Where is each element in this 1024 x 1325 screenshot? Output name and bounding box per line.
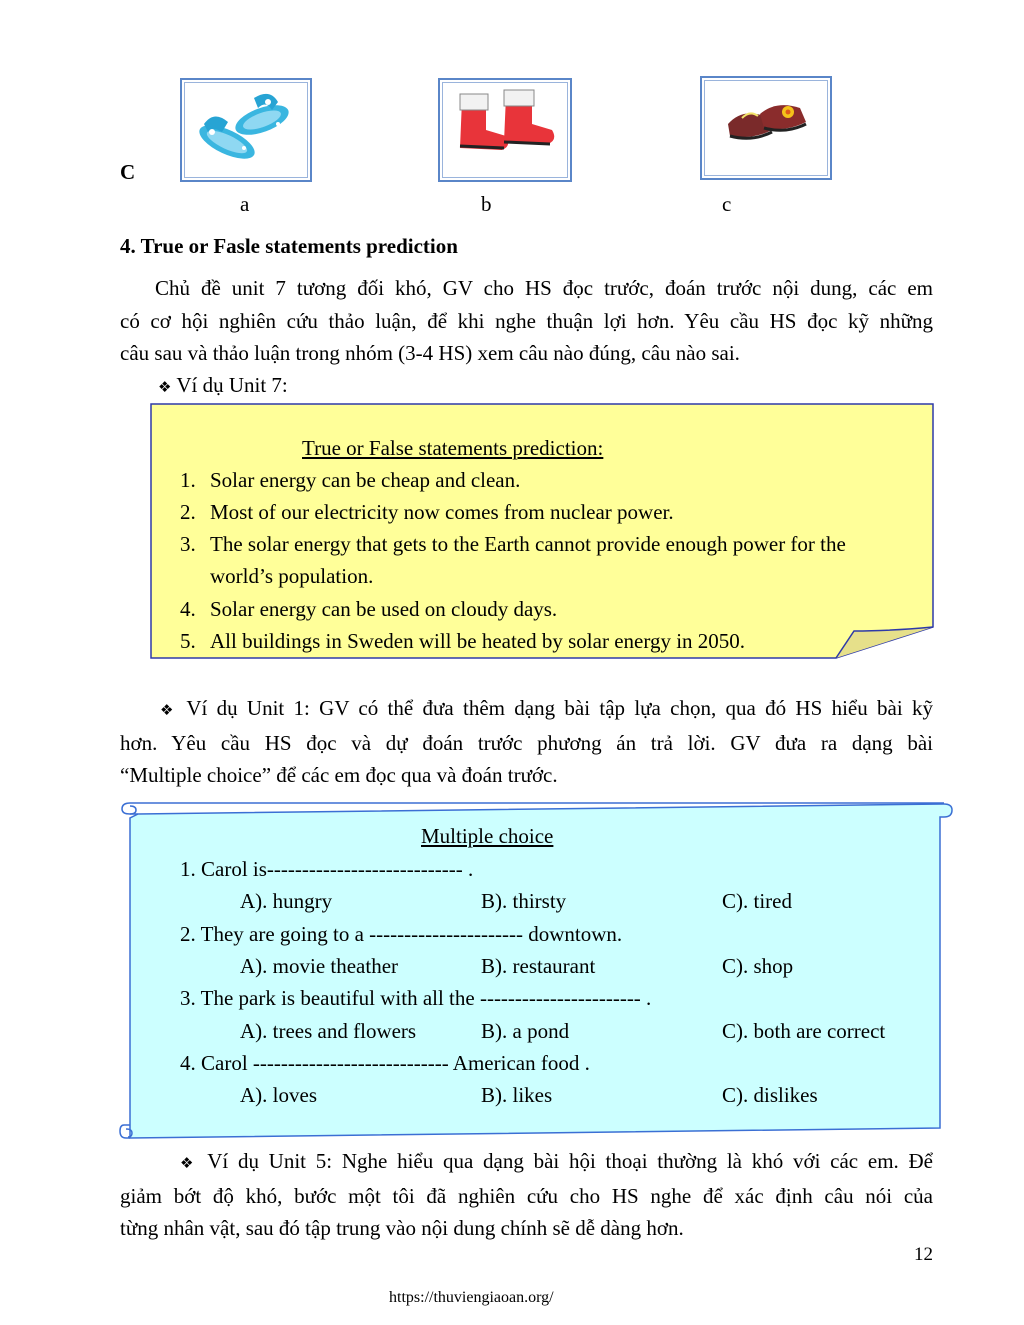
paragraph-line: từng nhân vật, sau đó tập trung vào nội dung chính sẽ dễ dàng hơn. — [120, 1216, 684, 1240]
item-number: 1. — [180, 468, 196, 492]
paragraph-line: có cơ hội nghiên cứu thảo luận, để khi nghe thuận lợi hơn. Yêu cầu HS đọc kỹ những — [120, 308, 933, 333]
sandals-icon — [182, 80, 310, 180]
mc-option-c: C). both are correct — [722, 1019, 886, 1043]
statement-item — [180, 532, 846, 557]
item-number: 5. — [180, 629, 196, 653]
statement-item — [180, 500, 674, 525]
image-sandals — [180, 78, 312, 182]
footer-url[interactable]: https://thuviengiaoan.org/ — [389, 1289, 554, 1306]
statement-item — [180, 468, 520, 493]
mc-option-b: B). likes — [481, 1083, 553, 1107]
section-heading: 4. True or Fasle statements prediction — [120, 234, 458, 258]
image-label-a: a — [240, 192, 250, 216]
mc-question: 4. Carol ---------------------------- American food . — [180, 1051, 590, 1075]
example-label: Ví dụ Unit 7: — [176, 373, 288, 397]
shoes-icon — [702, 78, 830, 178]
note-title: True or False statements prediction: — [302, 436, 604, 460]
mc-option-b: B). thirsty — [481, 889, 567, 913]
line-text: Ví dụ Unit 1: GV có thể đưa thêm dạng bài tập lựa chọn, qua đó HS hiểu bài kỹ — [186, 696, 933, 720]
mc-option-a: A). loves — [240, 1083, 317, 1107]
item-text: Most of our electricity now comes from nuclear power. — [210, 500, 674, 524]
unit1-paragraph — [120, 692, 933, 792]
statement-item — [180, 629, 745, 654]
paragraph-line: Chủ đề unit 7 tương đối khó, GV cho HS đọc trước, đoán trước nội dung, các em — [155, 276, 933, 300]
unit5-paragraph — [120, 1145, 933, 1245]
mc-question: 2. They are going to a ---------------------- downtown. — [180, 922, 623, 946]
image-label-b: b — [481, 192, 492, 216]
mc-option-a: A). trees and flowers — [240, 1019, 417, 1043]
item-number: 2. — [180, 500, 196, 524]
paragraph-line: “Multiple choice” để các em đọc qua và đoán trước. — [120, 763, 558, 787]
example-unit7 — [158, 369, 288, 403]
image-boots — [438, 78, 572, 182]
mc-option-c: C). shop — [722, 954, 794, 978]
mc-title: Multiple choice — [421, 824, 554, 848]
true-false-note — [150, 403, 934, 659]
paragraph-line: câu sau và thảo luận trong nhóm (3-4 HS) xem câu nào đúng, câu nào sai. — [120, 341, 740, 365]
line-text: Ví dụ Unit 5: Nghe hiểu qua dạng bài hội thoại thường là khó với các em. Để — [207, 1149, 934, 1173]
mc-question: 3. The park is beautiful with all the ----------------------- . — [180, 986, 652, 1010]
image-label-c: c — [722, 192, 732, 216]
diamond-bullet-icon: ❖ — [160, 701, 187, 719]
mc-question: 1. Carol is---------------------------- . — [180, 857, 474, 881]
mc-option-a: A). hungry — [240, 889, 333, 913]
section-letter: C — [120, 160, 136, 184]
image-shoes — [700, 76, 832, 180]
item-text: The solar energy that gets to the Earth cannot provide enough power for the — [210, 532, 846, 556]
mc-option-c: C). tired — [722, 889, 792, 913]
statement-item — [180, 597, 557, 622]
item-number: 4. — [180, 597, 196, 621]
item-number: 3. — [180, 532, 196, 556]
mc-option-b: B). a pond — [481, 1019, 570, 1043]
multiple-choice-scroll — [118, 800, 954, 1142]
mc-option-c: C). dislikes — [722, 1083, 818, 1107]
item-text: Solar energy can be used on cloudy days. — [210, 597, 558, 621]
page-number: 12 — [914, 1244, 933, 1265]
paragraph-line: hơn. Yêu cầu HS đọc và dự đoán trước phương án trả lời. GV đưa ra dạng bài — [120, 730, 933, 755]
mc-option-b: B). restaurant — [481, 954, 596, 978]
paragraph-line: giảm bớt độ khó, bước một tôi đã nghiên cứu cho HS nghe để xác định câu nói của — [120, 1183, 933, 1208]
item-text-continuation: world’s population. — [210, 564, 374, 588]
item-text: All buildings in Sweden will be heated by solar energy in 2050. — [210, 629, 746, 653]
section4-paragraph — [120, 272, 933, 370]
mc-option-a: A). movie theather — [240, 954, 399, 978]
item-text: Solar energy can be cheap and clean. — [210, 468, 521, 492]
diamond-bullet-icon: ❖ — [180, 1154, 208, 1172]
paragraph-line — [120, 1145, 933, 1180]
boots-icon — [440, 80, 570, 180]
diamond-bullet-icon: ❖ — [158, 378, 172, 396]
paragraph-line — [120, 692, 933, 727]
